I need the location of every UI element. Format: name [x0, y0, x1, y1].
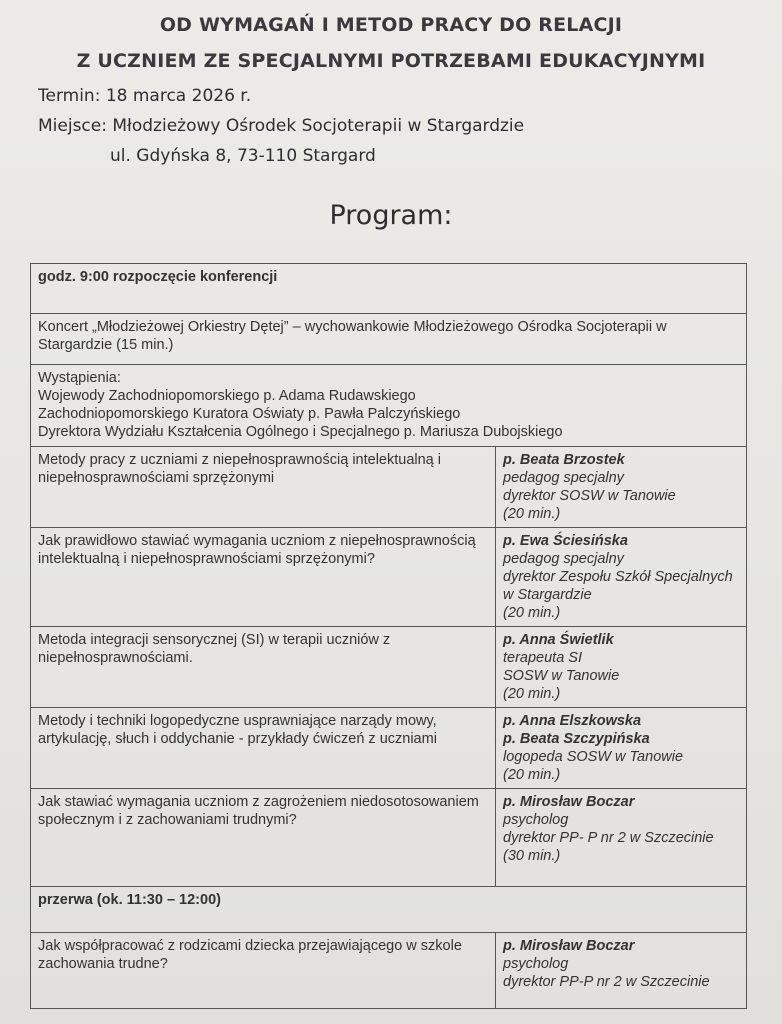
- talk-duration: (20 min.): [503, 686, 561, 702]
- speaker-role: pedagog specjalny: [503, 551, 624, 567]
- table-row: [31, 365, 747, 447]
- speaker-role: psycholog: [503, 812, 569, 828]
- speeches-heading: Wystąpienia:: [38, 370, 121, 386]
- speaker-name: p. Beata Brzostek: [503, 452, 625, 468]
- table-row: [31, 933, 747, 1009]
- speaker-role: SOSW w Tanowie: [503, 668, 620, 684]
- table-row: [31, 264, 747, 314]
- speaker-name: p. Anna Świetlik: [503, 632, 614, 648]
- table-row: [31, 314, 747, 365]
- speech-1: Wojewody Zachodniopomorskiego p. Adama Rudawskiego: [38, 388, 416, 404]
- speaker-role: dyrektor PP- P nr 2 w Szczecinie: [503, 830, 714, 846]
- speech-2: Zachodniopomorskiego Kuratora Oświaty p. Pawła Palczyńskiego: [38, 406, 461, 422]
- talk-speaker: [496, 933, 747, 1009]
- talk-topic: Metody i techniki logopedyczne usprawniające narządy mowy, artykulację, słuch i oddychanie - przykłady ćwiczeń z uczniami: [31, 708, 496, 789]
- talk-speaker: [496, 789, 747, 887]
- program-table: [30, 263, 747, 1009]
- title-line-2: Z UCZNIEM ZE SPECJALNYMI POTRZEBAMI EDUKACYJNYMI: [76, 50, 706, 72]
- speaker-role: dyrektor SOSW w Tanowie: [503, 488, 676, 504]
- title-line-1: OD WYMAGAŃ I METOD PRACY DO RELACJI: [159, 14, 623, 36]
- speaker-role: dyrektor PP-P nr 2 w Szczecinie: [503, 974, 710, 990]
- event-place: Miejsce: Młodzieżowy Ośrodek Socjoterapii w Stargardzie: [38, 116, 525, 136]
- speaker-role: logopeda SOSW w Tanowie: [503, 749, 684, 765]
- speaker-role: dyrektor Zespołu Szkół Specjalnych w Stargardzie: [503, 569, 733, 603]
- talk-duration: (30 min.): [503, 848, 561, 864]
- talk-topic: Jak stawiać wymagania uczniom z zagrożeniem niedosotosowaniem społecznym i z zachowaniami trudnymi?: [31, 789, 496, 887]
- talk-topic: Metody pracy z uczniami z niepełnosprawnością intelektualną i niepełnosprawnościami sprzężonymi: [31, 447, 496, 528]
- talk-speaker: [496, 627, 747, 708]
- speaker-name: p. Beata Szczypińska: [503, 731, 650, 747]
- table-row: [31, 708, 747, 789]
- talk-topic: Jak prawidłowo stawiać wymagania uczniom z niepełnosprawnością intelektualną i niepełnosprawnościami sprzężonymi?: [31, 528, 496, 627]
- talk-speaker: [496, 528, 747, 627]
- talk-speaker: [496, 447, 747, 528]
- speaker-role: terapeuta SI: [503, 650, 582, 666]
- table-row: [31, 887, 747, 933]
- break-cell: przerwa (ok. 11:30 – 12:00): [31, 887, 747, 933]
- speaker-name: p. Anna Elszkowska: [503, 713, 642, 729]
- speaker-role: psycholog: [503, 956, 569, 972]
- speaker-role: pedagog specjalny: [503, 470, 624, 486]
- speaker-name: p. Mirosław Boczar: [503, 794, 635, 810]
- talk-topic: Jak współpracować z rodzicami dziecka przejawiającego w szkole zachowania trudne?: [31, 933, 496, 1009]
- program-heading: Program:: [329, 200, 453, 231]
- talk-duration: (20 min.): [503, 506, 561, 522]
- talk-speaker: [496, 708, 747, 789]
- talk-duration: (20 min.): [503, 605, 561, 621]
- concert-cell: Koncert „Młodzieżowej Orkiestry Dętej” – wychowankowie Młodzieżowego Ośrodka Socjoterapii w Stargardzie (15 min.): [31, 314, 747, 365]
- speech-3: Dyrektora Wydziału Kształcenia Ogólnego i Specjalnego p. Mariusza Dubojskiego: [38, 424, 563, 440]
- table-row: [31, 528, 747, 627]
- event-date: Termin: 18 marca 2026 r.: [38, 86, 252, 106]
- table-row: [31, 447, 747, 528]
- event-address: ul. Gdyńska 8, 73-110 Stargard: [110, 146, 376, 166]
- table-row: [31, 627, 747, 708]
- opening-cell: godz. 9:00 rozpoczęcie konferencji: [31, 264, 747, 314]
- speaker-name: p. Ewa Ściesińska: [503, 533, 628, 549]
- table-row: [31, 789, 747, 887]
- talk-topic: Metoda integracji sensorycznej (SI) w terapii uczniów z niepełnosprawnościami.: [31, 627, 496, 708]
- talk-duration: (20 min.): [503, 767, 561, 783]
- speaker-name: p. Mirosław Boczar: [503, 938, 635, 954]
- speeches-cell: [31, 365, 747, 447]
